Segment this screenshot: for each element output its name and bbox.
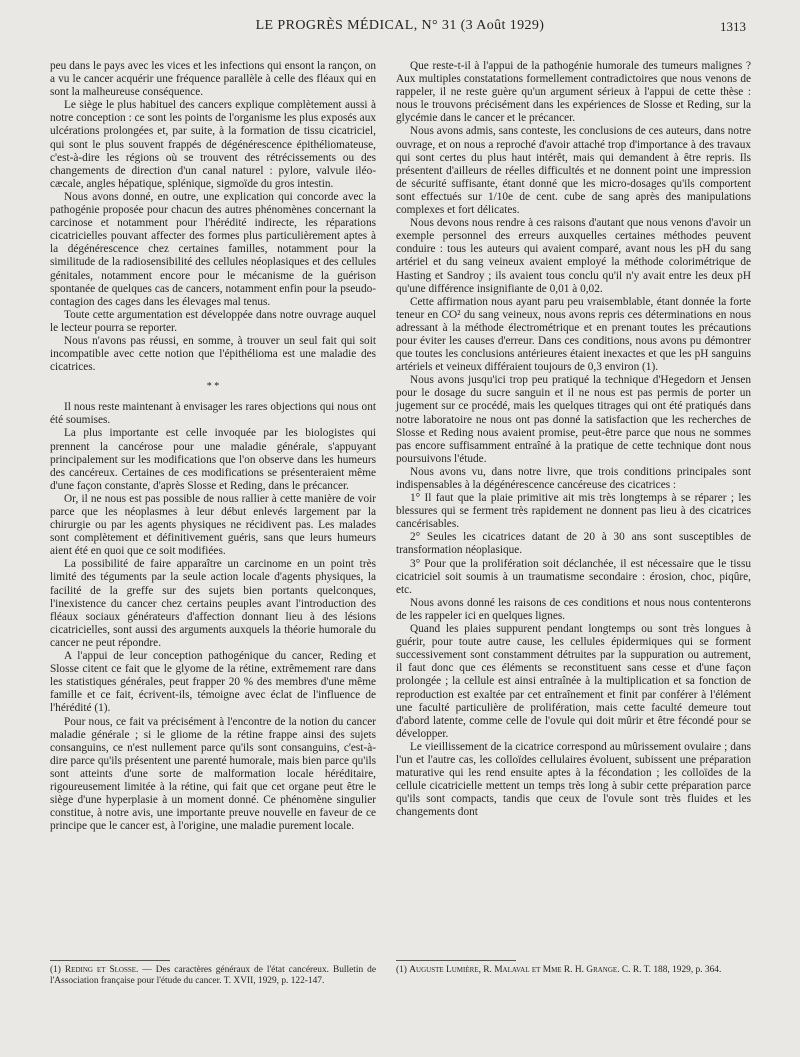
paragraph: Nous devons nous rendre à ces raisons d'autant que nous venons d'avoir un exemple personnel des erreurs auxquelles certaines méthodes peuvent conduire : tous les auteurs qui avaient comparé, avant nous les pH du sang artériel et du sang veineux avaient employé la méthode colorimétrique de Hasting et Sandroy ; ils avaient tous conclu qu'il n'y avait entre les deux pH qu'une différence insignifiante de 0,01 à 0,02. xyxy=(396,217,751,295)
journal-title: LE PROGRÈS MÉDICAL, N° 31 (3 Août 1929) xyxy=(255,18,545,33)
paragraph: Il nous reste maintenant à envisager les rares objections qui nous ont été soumises. xyxy=(50,401,376,427)
footnote-marker: (1) xyxy=(396,965,407,975)
list-item: 1° Il faut que la plaie primitive ait mis très longtemps à se réparer ; les blessures qui se ferment très rapidement ne donnent pas lieu à des cicatrices cancérisables. xyxy=(396,492,751,531)
paragraph: Toute cette argumentation est développée dans notre ouvrage auquel le lecteur pourra se reporter. xyxy=(50,308,376,334)
footnote-text: — Des caractères généraux de l'état cancéreux. Bulletin de l'Association française pour l'étude du cancer. T. XVII, 1929, p. 122-147. xyxy=(50,965,377,986)
paragraph: Pour nous, ce fait va précisément à l'encontre de la notion du cancer maladie générale ; si le gliome de la rétine frappe ainsi des sujets consanguins, ce n'est nullement parce qu'ils sont consanguins, c'est-à-dire parce qu'ils présentent une parenté humorale, mais bien parce qu'ils sont atteints d'une sorte de malformation locale héréditaire, rigoureusement limitée à la rétine, qui fait que cet organe peut être le siège d'une hyperplasie à un moment donné. Ce phénomène singulier constitue, à notre avis, une importante preuve nouvelle en faveur de ce principe que le cancer est, à l'origine, une maladie purement locale. xyxy=(50,715,376,833)
footnote-authors: Auguste Lumière, R. Malaval et Mme R. H. Grange. xyxy=(409,965,620,975)
footnote-authors: Reding et Slosse. xyxy=(64,965,139,975)
paragraph: Nous avons jusqu'ici trop peu pratiqué la technique d'Hegedorn et Jensen pour le dosage du sucre sanguin et il ne nous est pas permis de porter un jugement sur ce procédé, mais les quelques titrages qui ont été pratiqués dans notre laboratoire ne nous ont pas donné la satisfaction que les recherches de Slosse et Reding nous avaient promise, peut-être parce que nous ne sommes pas encore suffisamment entraîné à la pratique de cette technique dont nous poursuivons l'étude. xyxy=(396,374,751,465)
right-column xyxy=(396,60,751,960)
paragraph: Nous avons vu, dans notre livre, que trois conditions principales sont indispensables à la dégénérescence cancéreuse des cicatrices : xyxy=(396,465,751,491)
section-separator: * * xyxy=(206,381,220,393)
footnote-text: C. R. T. 188, 1929, p. 364. xyxy=(619,965,722,975)
paragraph: Nous avons donné les raisons de ces conditions et nous nous contenterons de les rappeler ici en quelques lignes. xyxy=(396,596,751,622)
footnote-marker: (1) xyxy=(50,965,61,975)
paragraph: Nous n'avons pas réussi, en somme, à trouver un seul fait qui soit incompatible avec cette notion que l'épithélioma est une maladie des cicatrices. xyxy=(50,334,376,374)
page-header xyxy=(0,18,800,38)
paragraph: Que reste-t-il à l'appui de la pathogénie humorale des tumeurs malignes ? Aux multiples constatations formellement contradictoires que nous venons de rappeler, il ne reste guère qu'un argument sérieux à l'appui de cette thèse : nous le trouvons précisément dans les expériences de Slosse et Reding, sur la glycémie dans le cancer et le précancer. xyxy=(396,60,751,125)
paragraph: Or, il ne nous est pas possible de nous rallier à cette manière de voir parce que les néoplasmes à leur début enlevés largement par la chirurgie ou par les agents physiques ne récidivent pas. Les malades sont complètement et définitivement guéris, sans que leurs humeurs aient été en quoi que ce soit modifiées. xyxy=(50,492,376,558)
footnote-right xyxy=(396,965,751,976)
paragraph: Nous avons admis, sans conteste, les conclusions de ces auteurs, dans notre ouvrage, et on nous a reproché d'avoir attaché trop d'importance à des travaux qui sont certes du plus haut intérêt, mais qui demandent à être repris. Ils présentent d'ailleurs de réelles difficultés et ne donnent point une impression de sécurité suffisante, étant donné que les micro-dosages qu'ils comportent sont effectués sur 1/10e de cent. cube de sang après des manipulations complexes et fort délicates. xyxy=(396,125,751,217)
paragraph: A l'appui de leur conception pathogénique du cancer, Reding et Slosse citent ce fait que le glyome de la rétine, extrêmement rare dans les statistiques générales, peut frapper 20 % des membres d'une même famille et ce fait, écrivent-ils, témoigne avec éclat de l'influence de l'hérédité (1). xyxy=(50,650,376,715)
paragraph: La plus importante est celle invoquée par les biologistes qui prennent la cancérose pour une maladie générale, s'appuyant principalement sur les modifications que l'on observe dans les humeurs des cancéreux. Certaines de ces modifications se présenteraient même d'une façon constante, d'après Slosse et Reding, dans le précancer. xyxy=(50,427,376,492)
page-number: 1313 xyxy=(720,19,746,34)
paragraph: peu dans le pays avec les vices et les infections qui ensont la rançon, on a vu le cancer acquérir une fréquence parallèle à celle des fléaux qui en sont la malheureuse conséquence. xyxy=(50,60,376,99)
footnote-divider xyxy=(50,960,170,961)
paragraph: Quand les plaies suppurent pendant longtemps ou sont très longues à guérir, pour toute autre cause, les cellules épidermiques qui se forment successivement sont constamment détruites par la suppuration ou autrement, il faut donc que ces éléments se reconstituent sans cesse et d'une façon prolongée ; la cellule est ainsi entraînée à la multiplication et sa fonction de reproduction est exaltée par cet entraînement et finit par conférer à l'élément une faculté particulière de prolifération, mais cette faculté demeure tout d'abord latente, comme celle de l'ovule qui doit mûrir et être fécondé pour se développer. xyxy=(396,623,751,740)
paragraph: Cette affirmation nous ayant paru peu vraisemblable, étant donnée la forte teneur en CO² du sang veineux, nous avons repris ces déterminations en nous adressant à la méthode électrométrique et en prenant toutes les précautions pour éviter les causes d'erreur. Dans ces conditions, nous avons pu démontrer que toutes les conclusions antérieures étaient inexactes et que les pH sanguins artériels et veineux différaient toujours de 0,3 environ (1). xyxy=(396,295,751,374)
footnote-divider xyxy=(396,960,516,961)
left-column xyxy=(50,60,376,960)
paragraph: Nous avons donné, en outre, une explication qui concorde avec la pathogénie proposée pour chacun des autres phénomènes concernant la carcinose et notamment pour l'hérédité indirecte, les réparations cicatricielles pouvant affecter des formes plus particulièrement aptes à la dégénérescence chez certaines familles, notamment pour la similitude de la radiosensibilité des cellules néoplasiques et des cellules génitales, notamment encore pour le mécanisme de la guérison spontanée de quelques cas de cancers, notamment enfin pour la pseudo-contagion des cages dans les élevages mal tenus. xyxy=(50,190,376,308)
footnote-left xyxy=(50,965,376,987)
list-item: 2° Seules les cicatrices datant de 20 à 30 ans sont susceptibles de transformation néoplasique. xyxy=(396,531,751,557)
paragraph: La possibilité de faire apparaître un carcinome en un point très limité des téguments par la seule action locale d'agents physiques, la facilité de la greffe sur des sujets bien portants quelconques, l'inexistence du cancer chez certains peuples avant l'introduction des fléaux sociaux générateurs d'affection donnant lieu à des lésions cicatricielles, sont aussi des arguments auxquels la théorie humorale du cancer ne peut répondre. xyxy=(50,558,376,649)
paragraph: Le siège le plus habituel des cancers explique complètement aussi à notre conception : ce sont les points de l'organisme les plus exposés aux ulcérations prolongées et, par suite, à la formation de tissu cicatriciel, qui sont le plus souvent frappés de dégénérescence épithéliomateuse, c'est-à-dire les régions où se trouvent des rétrécissements ou des changements de direction d'un canal naturel : pylore, valvule iléo-cæcale, angles hépatique, splénique, sigmoïde du gros intestin. xyxy=(50,99,376,190)
list-item: 3° Pour que la prolifération soit déclanchée, il est nécessaire que le tissu cicatriciel soit soumis à un traumatisme secondaire : érosion, choc, piqûre, etc. xyxy=(396,557,751,596)
paragraph: Le vieillissement de la cicatrice correspond au mûrissement ovulaire ; dans l'un et l'autre cas, les colloïdes cellulaires évoluent, subissent une préparation maturative qui les rend ensuite aptes à la fécondation ; les colloïdes de la cellule cicatricielle mettent un temps très long à subir cette préparation parce qu'ils sont compacts, tandis que ceux de l'ovule sont très fluides et les changements dont xyxy=(396,740,751,819)
